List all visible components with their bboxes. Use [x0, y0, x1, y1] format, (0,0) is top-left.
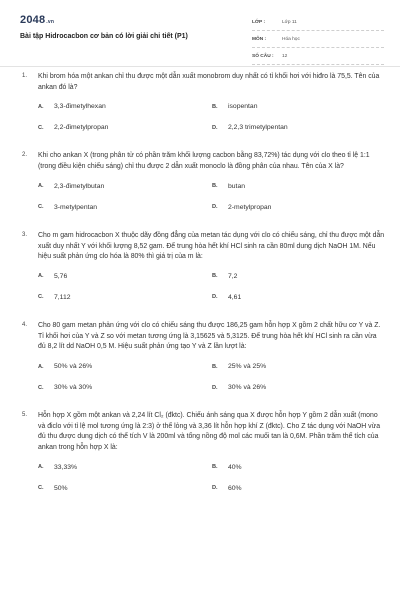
document-title: Bài tập Hidrocacbon cơ bản có lời giải chi tiết (P1)	[20, 33, 188, 40]
answer-options	[38, 359, 386, 395]
option-c[interactable]	[38, 481, 212, 496]
option-b[interactable]	[212, 179, 386, 194]
meta-subject-row	[252, 31, 384, 48]
meta-grade-value: Lớp 11	[282, 19, 297, 25]
option-a[interactable]	[38, 179, 212, 194]
option-letter: B.	[212, 183, 218, 190]
site-logo[interactable]	[20, 14, 54, 26]
option-letter: A.	[38, 183, 44, 190]
option-text: 60%	[228, 484, 242, 492]
option-text: 7,112	[54, 293, 71, 301]
option-c[interactable]	[38, 200, 212, 215]
option-d[interactable]	[212, 200, 386, 215]
question-text: Khi brom hóa một ankan chỉ thu được một dẫn xuất monobrom duy nhất có tỉ khối hơi với hiđro là 75,5. Tên của ankan đó là?	[38, 73, 380, 91]
question-list	[0, 72, 400, 512]
logo-text: 2048	[20, 14, 46, 26]
question-2	[0, 151, 400, 214]
option-letter: C.	[38, 294, 44, 301]
question-4	[0, 321, 400, 395]
option-letter: A.	[38, 464, 44, 471]
option-c[interactable]	[38, 290, 212, 305]
option-text: 2,3-đimetylbutan	[54, 182, 105, 190]
option-letter: D.	[212, 124, 218, 131]
option-text: 2,2-đimetylpropan	[54, 124, 109, 132]
question-text: Cho 80 gam metan phản ứng với clo có chiếu sáng thu được 186,25 gam hỗn hợp X gồm 2 chất hữu cơ Y và Z. Tỉ khối hơi của Y và Z so với metan tương ứng là 3,15625 và 5,3125. Để trung hòa hết khí HCl sinh ra cần vừa đủ 8,2 lít dd NaOH 0,5 M. Hiệu suất phản ứng tạo Y và Z lần lượt là:	[38, 321, 381, 351]
question-number: 3.	[22, 231, 28, 238]
option-letter: A.	[38, 273, 44, 280]
option-letter: B.	[212, 273, 218, 280]
question-text: Hỗn hợp X gồm một ankan và 2,24 lít Cl₂ (đktc). Chiếu ánh sáng qua X được hỗn hợp Y gồm 2 dẫn xuất (mono và điclo với tỉ lệ mol tương ứng là 2:3) ở thể lỏng và 3,36 lít hỗn hợp khí Z (đktc). Cho Z tác dụng với NaOH vừa đủ thu được dung dịch có thể tích V là 200ml và tổng nồng độ mol các muối tan là 0,6M. Phần trăm thể tích của ankan trong hỗn hợp X là:	[38, 412, 381, 452]
answer-options	[38, 99, 386, 135]
option-letter: B.	[212, 363, 218, 370]
option-b[interactable]	[212, 99, 386, 114]
option-text: 25% và 25%	[228, 363, 267, 371]
answer-options	[38, 460, 386, 496]
option-text: butan	[228, 182, 246, 190]
option-letter: D.	[212, 384, 218, 391]
option-text: 30% và 30%	[54, 384, 93, 392]
option-text: 7,2	[228, 272, 238, 280]
option-b[interactable]	[212, 359, 386, 374]
header-divider	[0, 66, 400, 67]
option-letter: D.	[212, 204, 218, 211]
option-text: 3,3-đimetylhexan	[54, 103, 106, 111]
question-1	[0, 72, 400, 135]
option-text: 50% và 26%	[54, 363, 93, 371]
question-number: 4.	[22, 321, 28, 328]
meta-grade-row	[252, 14, 384, 31]
option-d[interactable]	[212, 120, 386, 135]
meta-subject-value: Hóa học	[282, 36, 300, 42]
option-letter: C.	[38, 384, 44, 391]
document-meta	[252, 14, 384, 65]
option-d[interactable]	[212, 290, 386, 305]
option-c[interactable]	[38, 120, 212, 135]
option-text: 2,2,3 trimetylpentan	[228, 124, 288, 132]
option-letter: A.	[38, 103, 44, 110]
question-3	[0, 231, 400, 305]
meta-count-row	[252, 48, 384, 65]
question-text: Cho m gam hidrocacbon X thuộc dãy đồng đẳng của metan tác dụng với clo có chiếu sáng, chỉ thu được một dẫn xuất duy nhất Y với khối lượng 8,52 gam. Để trung hòa hết khí HCl sinh ra cần 80ml dung dịch NaOH 1M. Nếu hiệu suất phản ứng clo hóa là 80% thì giá trị của m là:	[38, 231, 385, 261]
option-text: 40%	[228, 463, 242, 471]
meta-grade-label: LỚP :	[252, 19, 266, 25]
option-c[interactable]	[38, 380, 212, 395]
option-text: 3-metylpentan	[54, 203, 98, 211]
option-d[interactable]	[212, 380, 386, 395]
answer-options	[38, 269, 386, 305]
option-a[interactable]	[38, 269, 212, 284]
question-number: 5.	[22, 412, 28, 419]
option-a[interactable]	[38, 99, 212, 114]
option-letter: C.	[38, 485, 44, 492]
option-letter: D.	[212, 294, 218, 301]
logo-suffix: .vn	[46, 19, 55, 25]
option-d[interactable]	[212, 481, 386, 496]
question-text: Khi cho ankan X (trong phân tử có phần trăm khối lượng cacbon bằng 83,72%) tác dụng với clo theo tỉ lệ 1:1 (trong điều kiện chiếu sáng) chỉ thu được 2 dẫn xuất monoclo là đồng phân của nhau. Tên của X là?	[38, 152, 370, 171]
answer-options	[38, 179, 386, 215]
option-text: 33,33%	[54, 463, 78, 471]
question-number: 1.	[22, 73, 28, 79]
option-b[interactable]	[212, 269, 386, 284]
option-letter: C.	[38, 124, 44, 131]
option-letter: D.	[212, 485, 218, 492]
option-text: 5,76	[54, 272, 68, 280]
option-letter: B.	[212, 103, 218, 110]
option-a[interactable]	[38, 359, 212, 374]
meta-count-value: 12	[282, 53, 288, 59]
question-number: 2.	[22, 152, 28, 159]
option-text: 4,61	[228, 293, 242, 301]
meta-count-label: SỐ CÂU :	[252, 53, 274, 59]
page-header	[0, 0, 400, 72]
meta-subject-label: MÔN :	[252, 36, 267, 42]
option-letter: A.	[38, 363, 44, 370]
option-a[interactable]	[38, 460, 212, 475]
question-5	[0, 411, 400, 496]
option-letter: C.	[38, 204, 44, 211]
option-text: 2-metylpropan	[228, 203, 272, 211]
option-text: isopentan	[228, 103, 258, 111]
option-text: 50%	[54, 484, 68, 492]
option-letter: B.	[212, 464, 218, 471]
option-b[interactable]	[212, 460, 386, 475]
option-text: 30% và 26%	[228, 384, 267, 392]
